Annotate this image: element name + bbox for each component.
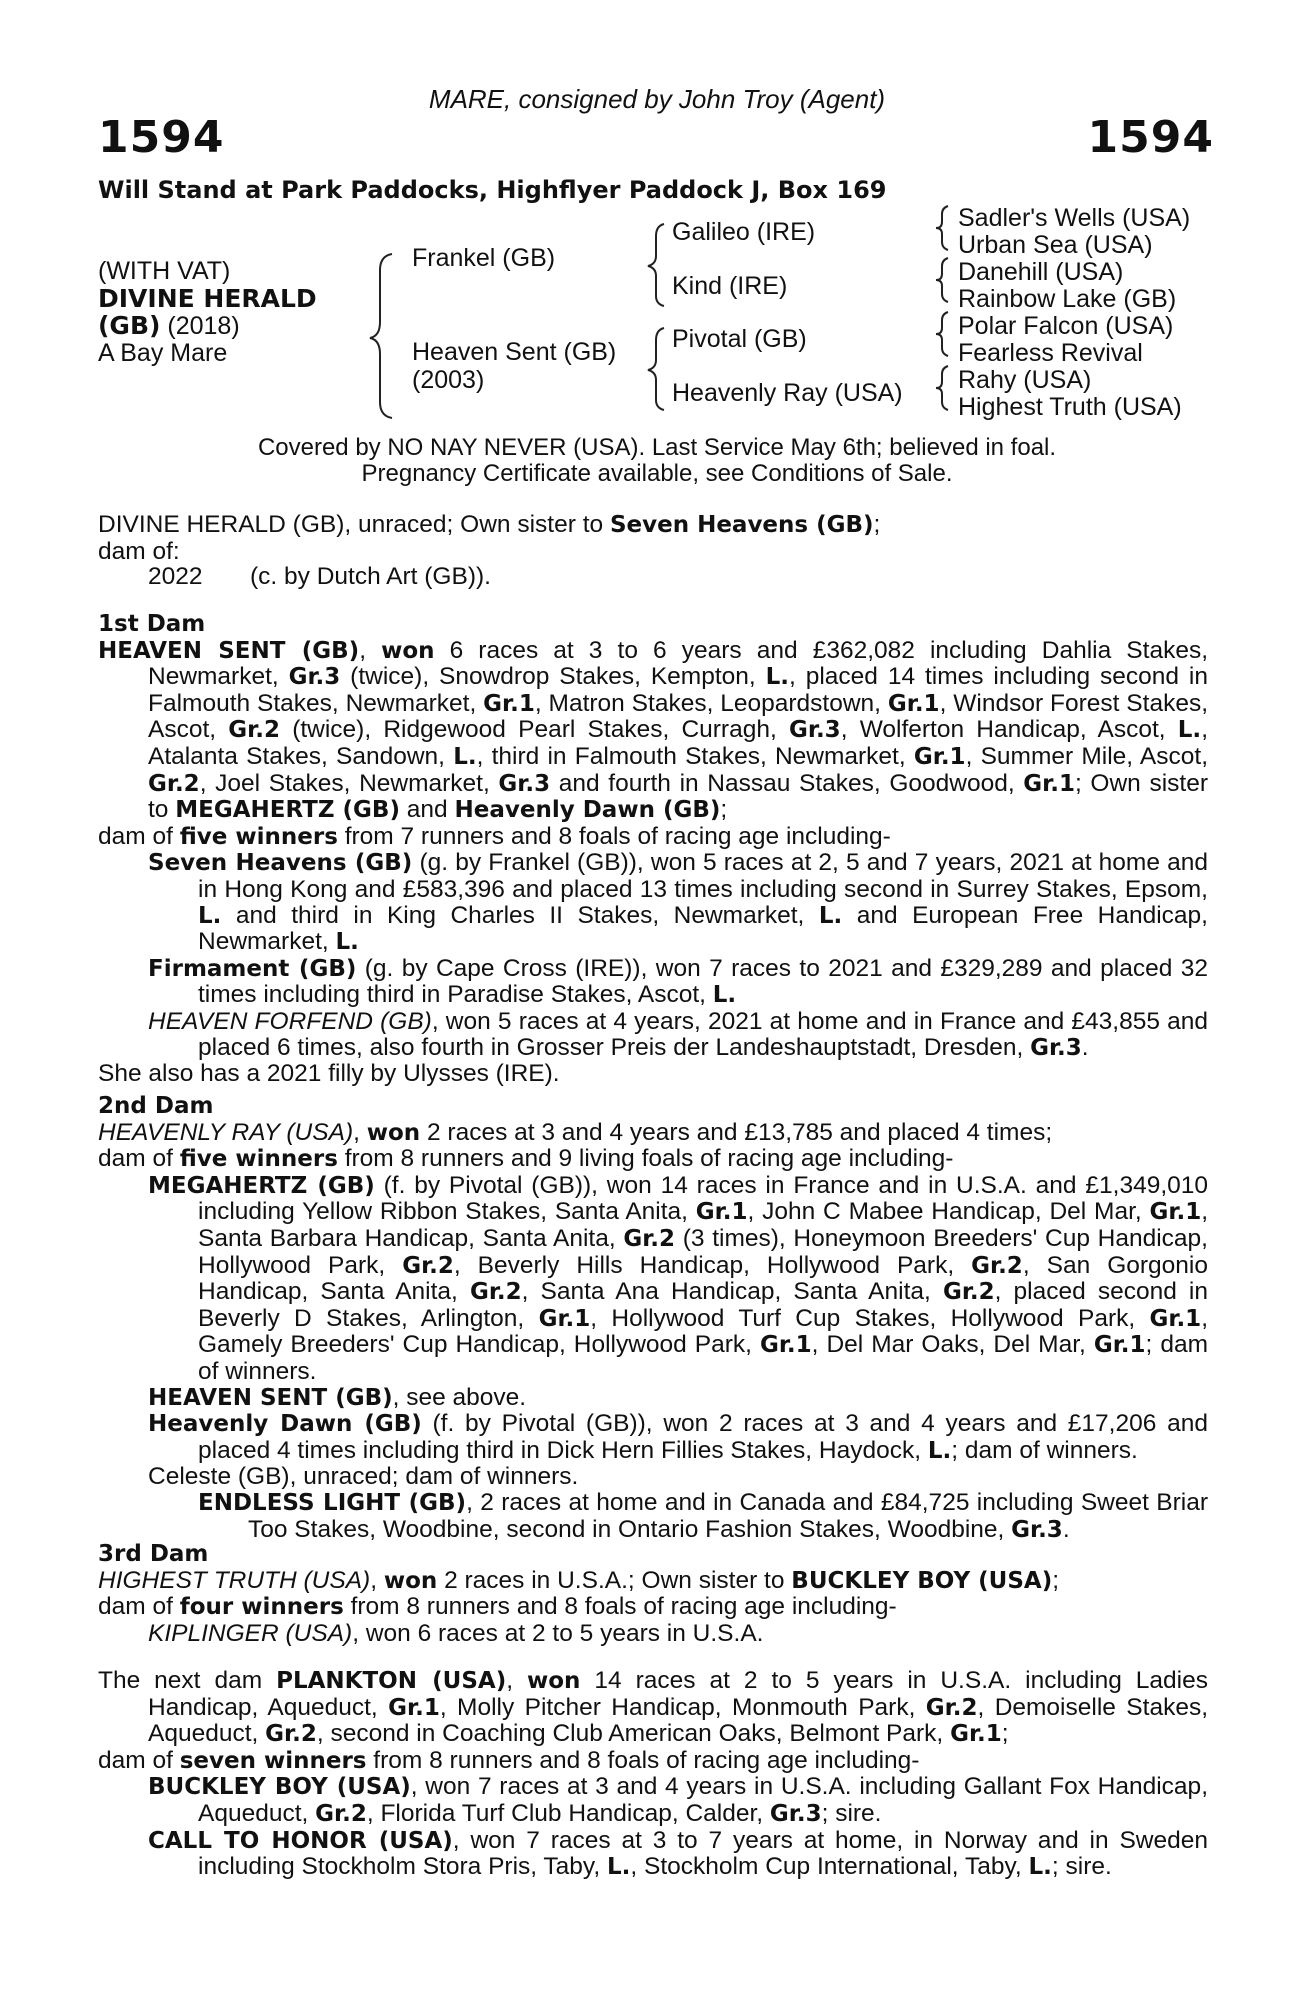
produce-heaven-sent: HEAVEN SENT (GB), see above.: [148, 1383, 527, 1411]
brace-dam: [648, 328, 664, 410]
intro-punct: ;: [873, 511, 881, 538]
ped-sire: Frankel (GB): [412, 244, 556, 272]
ped-sdd: Rainbow Lake (GB): [958, 285, 1177, 313]
first-dam-heading: 1st Dam: [98, 611, 206, 637]
brace-1: [936, 206, 948, 250]
next-dam-produce: dam of seven winners from 8 runners and 8 foals of racing age including-: [98, 1746, 920, 1774]
ped-ssd: Urban Sea (USA): [958, 231, 1153, 259]
brace-4: [936, 366, 948, 410]
intro-dam-of: dam of:: [98, 537, 180, 565]
brace-main: [370, 254, 392, 418]
second-dam-section: [98, 1094, 1208, 1543]
ped-dam-year: (2003): [412, 366, 485, 394]
ped-sds: Danehill (USA): [958, 258, 1124, 286]
consignor-line: MARE, consigned by John Troy (Agent): [428, 84, 886, 114]
second-dam-produce: dam of five winners from 8 runners and 9 living foals of racing age including-: [98, 1145, 954, 1173]
lot-number-right: 1594: [1087, 112, 1214, 163]
first-dam-text: HEAVEN SENT (GB), won 6 races at 3 to 6 years and £362,082 including Dahlia Stakes, Newmarket, Gr.3 (twice), Snowdrop Stakes, Kempton, L., placed 14 times including second in Falmouth Stakes, Newmarket, Gr.1, Matron Stakes, Leopardstown, Gr.1, Windsor Forest Stakes, Ascot, Gr.2 (twice), Ridgewood Pearl Stakes, Curragh, Gr.3, Wolferton Handicap, Ascot, L., Atalanta Stakes, Sandown, L., third in Falmouth Stakes, Newmarket, Gr.1, Summer Mile, Ascot, Gr.2, Joel Stakes, Newmarket, Gr.3 and fourth in Nassau Stakes, Goodwood, Gr.1; Own sister to MEGAHERTZ (GB) and Heavenly Dawn (GB);: [98, 636, 1208, 824]
ped-ddd: Highest Truth (USA): [958, 393, 1182, 421]
intro-text: DIVINE HERALD (GB), unraced; Own sister to: [98, 511, 610, 538]
ped-dsd: Fearless Revival: [958, 339, 1143, 367]
produce-seven-heavens: Seven Heavens (GB) (g. by Frankel (GB)), won 5 races at 2, 5 and 7 years, 2021 at home and in Hong Kong and £583,396 and placed 13 times including second in Surrey Stakes, Epsom, L. and third in King Charles II Stakes, Newmarket, L. and European Free Handicap, Newmarket, L.: [148, 849, 1208, 956]
horse-name: DIVINE HERALD: [98, 284, 317, 313]
stand-location: Will Stand at Park Paddocks, Highflyer Paddock J, Box 169: [98, 176, 887, 204]
intro-foal: [98, 564, 1208, 590]
produce-heaven-forfend: HEAVEN FORFEND (GB), won 5 races at 4 years, 2021 at home and in France and £43,855 and placed 6 times, also fourth in Grosser Preis der Landeshauptstadt, Dresden, Gr.3.: [148, 1007, 1208, 1061]
ped-ss: Galileo (IRE): [672, 218, 816, 246]
foal-year: 2022: [148, 563, 203, 591]
produce-kiplinger: KIPLINGER (USA), won 6 races at 2 to 5 years in U.S.A.: [148, 1619, 764, 1647]
vat-label: (WITH VAT): [98, 257, 231, 285]
ped-sd: Kind (IRE): [672, 272, 788, 300]
brace-sire: [648, 224, 664, 306]
horse-description: A Bay Mare: [98, 339, 228, 367]
foal-desc: (c. by Dutch Art (GB)).: [250, 563, 491, 591]
third-dam-produce: dam of four winners from 8 runners and 8 foals of racing age including-: [98, 1593, 897, 1621]
produce-celeste: Celeste (GB), unraced; dam of winners.: [148, 1463, 579, 1491]
ped-dam: Heaven Sent (GB): [412, 338, 617, 366]
intro-block: [98, 512, 1208, 590]
produce-endless-light: ENDLESS LIGHT (GB), 2 races at home and in Canada and £84,725 including Sweet Briar Too Stakes, Woodbine, second in Ontario Fashion Stakes, Woodbine, Gr.3.: [198, 1488, 1208, 1543]
ped-dd: Heavenly Ray (USA): [672, 379, 903, 407]
brace-2: [936, 258, 948, 302]
ped-ds: Pivotal (GB): [672, 325, 807, 353]
ped-dds: Rahy (USA): [958, 366, 1092, 394]
next-dam-text: The next dam PLANKTON (USA), won 14 races at 2 to 5 years in U.S.A. including Ladies Handicap, Aqueduct, Gr.1, Molly Pitcher Handicap, Monmouth Park, Gr.2, Demoiselle Stakes, Aqueduct, Gr.2, second in Coaching Club American Oaks, Belmont Park, Gr.1;: [98, 1667, 1209, 1748]
brace-3: [936, 312, 948, 356]
first-dam-produce: dam of five winners from 7 runners and 8 foals of racing age including-: [98, 822, 891, 850]
second-dam-text: HEAVENLY RAY (USA), won 2 races at 3 and 4 years and £13,785 and placed 4 times;: [98, 1118, 1053, 1146]
first-dam-section: [98, 612, 1208, 1087]
produce-firmament: Firmament (GB) (g. by Cape Cross (IRE)), won 7 races to 2021 and £329,289 and placed 32 times including third in Paradise Stakes, Ascot, L.: [148, 954, 1208, 1009]
third-dam-text: HIGHEST TRUTH (USA), won 2 races in U.S.A.; Own sister to BUCKLEY BOY (USA);: [98, 1566, 1060, 1594]
third-dam-section: [98, 1542, 1208, 1646]
horse-year: (2018): [167, 312, 240, 340]
produce-call-to-honor: CALL TO HONOR (USA), won 7 races at 3 to 7 years at home, in Norway and in Sweden including Stockholm Stora Pris, Taby, L., Stockholm Cup International, Taby, L.; sire.: [148, 1826, 1208, 1881]
lot-number-left: 1594: [98, 112, 225, 163]
second-dam-heading: 2nd Dam: [98, 1093, 214, 1119]
third-dam-heading: 3rd Dam: [98, 1541, 209, 1567]
covered-line-1: Covered by NO NAY NEVER (USA). Last Service May 6th; believed in foal.: [257, 434, 1057, 461]
covered-line-2: Pregnancy Certificate available, see Conditions of Sale.: [361, 460, 953, 487]
produce-heavenly-dawn: Heavenly Dawn (GB) (f. by Pivotal (GB)), won 2 races at 3 and 4 years and £17,206 and placed 4 times including third in Dick Hern Fillies Stakes, Haydock, L.; dam of winners.: [148, 1410, 1208, 1464]
first-dam-filly: She also has a 2021 filly by Ulysses (IRE).: [98, 1060, 560, 1088]
horse-country: (GB): [98, 311, 161, 340]
intro-sister: Seven Heavens (GB): [609, 512, 874, 538]
intro-line: [98, 512, 1208, 539]
ped-sss: Sadler's Wells (USA): [958, 204, 1191, 232]
next-dam-section: [98, 1668, 1208, 1881]
produce-buckley-boy: BUCKLEY BOY (USA), won 7 races at 3 and 4 years in U.S.A. including Gallant Fox Handicap, Aqueduct, Gr.2, Florida Turf Club Handicap, Calder, Gr.3; sire.: [148, 1773, 1208, 1827]
ped-dss: Polar Falcon (USA): [958, 312, 1174, 340]
produce-megahertz: MEGAHERTZ (GB) (f. by Pivotal (GB)), won 14 races in France and in U.S.A. and £1,349,010 including Yellow Ribbon Stakes, Santa Anita, Gr.1, John C Mabee Handicap, Del Mar, Gr.1, Santa Barbara Handicap, Santa Anita, Gr.2 (3 times), Honeymoon Breeders' Cup Handicap, Hollywood Park, Gr.2, Beverly Hills Handicap, Hollywood Park, Gr.2, San Gorgonio Handicap, Santa Anita, Gr.2, Santa Ana Handicap, Santa Anita, Gr.2, placed second in Beverly D Stakes, Arlington, Gr.1, Hollywood Turf Cup Stakes, Hollywood Park, Gr.1, Gamely Breeders' Cup Handicap, Hollywood Park, Gr.1, Del Mar Oaks, Del Mar, Gr.1; dam of winners.: [148, 1171, 1209, 1385]
